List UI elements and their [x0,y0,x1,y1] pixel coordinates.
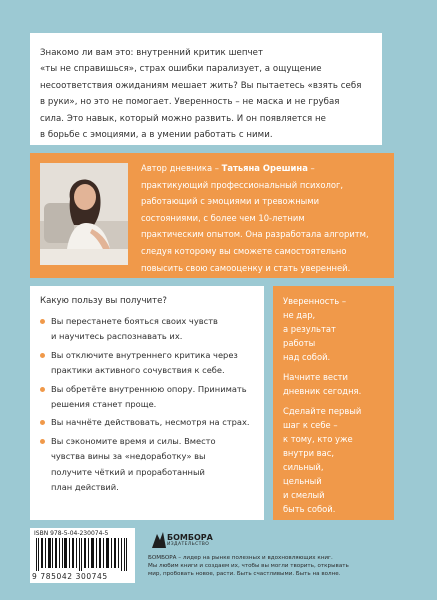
side-line: работы [283,338,316,348]
benefits-title: Какую пользу вы получите? [40,296,167,306]
intro-line: несоответствия ожиданиям мешает жить? Вы пытаетесь «взять себя [40,80,362,91]
side-paragraph [283,404,387,516]
side-line: над собой. [283,352,331,362]
bullet-dot-icon [40,319,45,324]
list-item-text: Вы начнёте действовать, несмотря на страх. [51,417,250,428]
side-line: шаг к себе – [283,420,338,430]
intro-line: сила. Это навык, который можно развить. И он появляется не [40,113,327,124]
list-item-text: Вы сэкономите время и силы. Вместо [51,435,216,446]
intro-text [30,33,382,143]
side-line: а результат [283,324,336,334]
publisher-blurb [148,554,392,579]
author-prefix: Автор дневника – [141,163,222,173]
list-item [40,434,260,496]
author-line: следуя которому вы сможете самостоятельно [141,245,347,256]
side-callout [273,286,394,520]
list-item-text: план действий. [51,482,119,493]
benefits-block [30,286,264,520]
barcode-digits: 9 785042 300745 [32,572,108,581]
author-name: Татьяна Орешина [221,163,308,173]
bullet-dot-icon [40,353,45,358]
side-line: к тому, кто уже [283,434,353,444]
author-line: работающий с эмоциями и тревожными [141,196,320,207]
author-photo [40,163,128,265]
barcode-bars-icon [36,538,128,571]
intro-line: «ты не справишься», страх ошибки парализует, а ощущение [40,64,322,75]
list-item [40,314,260,345]
side-line: дневник сегодня. [283,386,362,396]
list-item-text: Вы отключите внутреннего критика через [51,349,238,360]
side-line: сильный, [283,462,324,472]
author-block [30,153,394,278]
list-item [40,348,260,379]
footer [30,528,394,594]
list-item-text: решения станет проще. [51,399,157,410]
author-bio [141,160,389,276]
publisher-blurb-line: Мы любим книги и создаем их, чтобы вы могли творить, открывать [148,563,349,570]
list-item [40,382,260,413]
side-line: Уверенность – [283,296,347,306]
side-paragraph [283,294,387,364]
author-line: практикующий профессиональный психолог, [141,179,344,190]
author-photo-illustration [40,163,128,265]
list-item-text: и научитесь распознавать их. [51,331,183,342]
isbn-label: ISBN 978-5-04-230074-5 [34,530,109,537]
author-dash: – [307,163,315,173]
publisher-blurb-line: мир, пробовать новое, расти. Быть счастливыми. Быть на волне. [148,571,341,578]
side-line: цельный [283,476,322,486]
side-line: не дар, [283,310,316,320]
list-item-text: чувства вины за «недоработку» вы [51,451,206,462]
publisher-sub: ИЗДАТЕЛЬСТВО [167,542,210,547]
side-line: Начните вести [283,372,349,382]
intro-line: в борьбе с эмоциями, а в умении работать с ними. [40,130,273,141]
author-line: практическим опытом. Она разработала алгоритм, [141,229,369,240]
publisher-blurb-line: БОМБОРА – лидер на рынке полезных и вдохновляющих книг. [148,555,333,561]
side-line: быть собой. [283,504,336,514]
bullet-dot-icon [40,420,45,425]
bullet-dot-icon [40,439,45,444]
list-item-text: Вы перестанете бояться своих чувств [51,316,218,326]
intro-block [30,33,382,145]
list-item [40,415,260,430]
list-item-text: практики активного сочувствия к себе. [51,365,225,376]
benefits-list [40,314,260,498]
barcode [30,528,135,583]
side-paragraph [283,370,387,398]
side-line: и смелый [283,490,325,500]
intro-line: в руки», но это не помогает. Уверенность – не маска и не грубая [40,97,340,108]
bullet-dot-icon [40,387,45,392]
side-line: внутри вас, [283,448,335,458]
intro-line: Знакомо ли вам это: внутренний критик шепчет [40,48,264,58]
author-line: состояниями, с более чем 10-летним [141,212,305,223]
author-line: повысить свою самооценку и стать уверенней. [141,262,351,273]
list-item-text: получите чёткий и проработанный [51,466,205,477]
publisher-name: БОМБОРА [167,533,213,542]
list-item-text: Вы обретёте внутреннюю опору. Принимать [51,383,247,394]
side-line: Сделайте первый [283,406,362,416]
